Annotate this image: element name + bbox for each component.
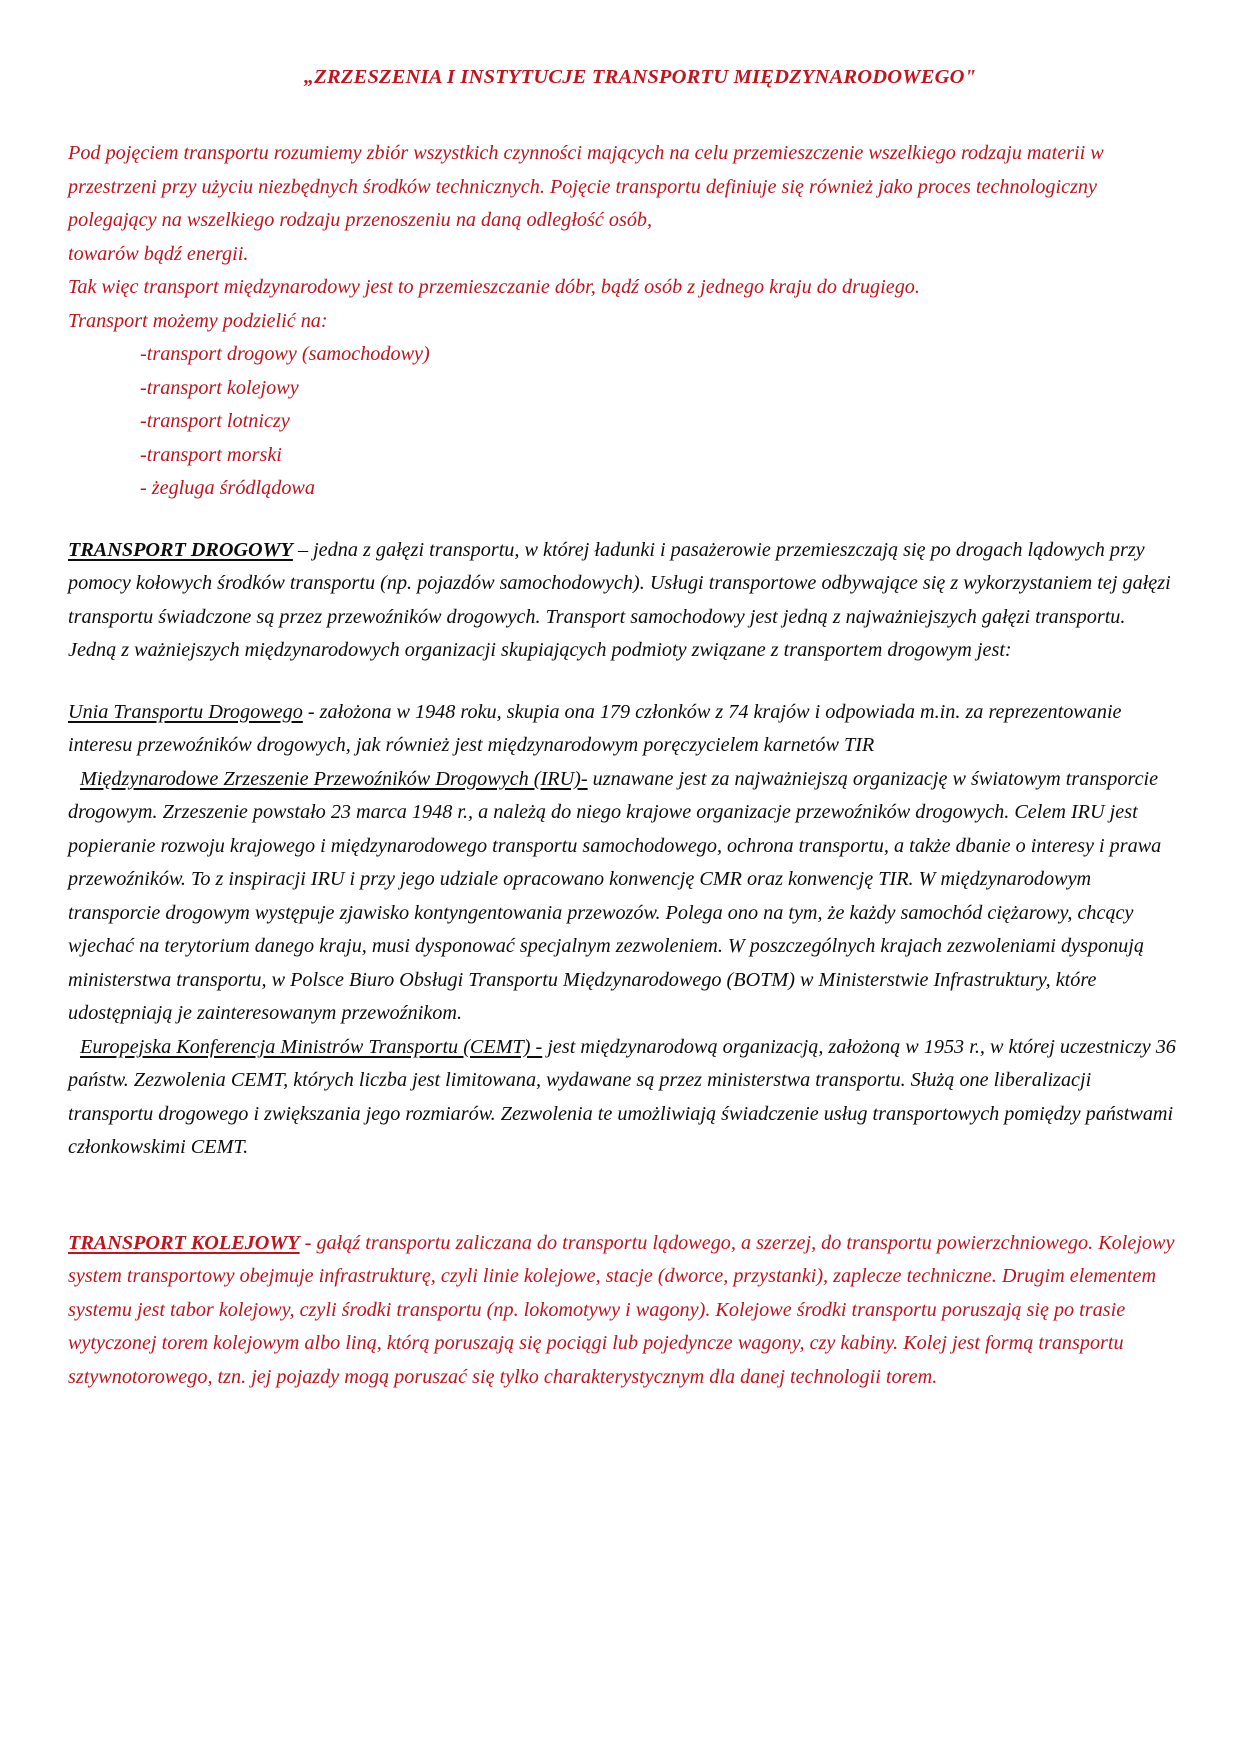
list-item: -transport lotniczy xyxy=(140,410,290,432)
spacer xyxy=(68,506,1180,534)
intro-section xyxy=(68,137,1180,338)
unia-paragraph xyxy=(68,696,1180,763)
section-transport-drogowy xyxy=(68,534,1180,1165)
cemt-body: jest międzynarodową organizacją, założoną w 1953 r., w której uczestniczy 36 państw. Zezwolenia CEMT, których liczba jest limitowana, wydawane są przez ministerstwa transportu. Służą one liberalizacji transportu drogowego i zwiększania jego rozmiarów. Zezwolenia te umożliwiają świadczenie usług transportowych pomiędzy państwami członkowskimi CEMT. xyxy=(68,1035,1176,1158)
section-transport-kolejowy xyxy=(68,1227,1180,1395)
transport-types-list xyxy=(68,338,1180,506)
section-heading-drogowy: TRANSPORT DROGOWY xyxy=(68,538,293,561)
sub-heading-iru: Międzynarodowe Zrzeszenie Przewoźników Drogowych (IRU)- xyxy=(80,767,588,790)
iru-body: uznawane jest za najważniejszą organizację w światowym transporcie drogowym. Zrzeszenie powstało 23 marca 1948 r., a należą do niego krajowe organizacje przewoźników drogowych. Celem IRU jest popieranie rozwoju krajowego i międzynarodowego transportu samochodowego, ochrona transportu, a także dbanie o interesy i prawa przewoźników. To z inspiracji IRU i przy jego udziale opracowano konwencję CMR oraz konwencję TIR. W międzynarodowym transporcie drogowym występuje zjawisko kontyngentowania przewozów. Polega ono na tym, że każdy samochód ciężarowy, chcący wjechać na terytorium danego kraju, musi dysponować specjalnym zezwoleniem. W poszczególnych krajach zezwoleniami dysponują ministerstwa transportu, w Polsce Biuro Obsługi Transportu Międzynarodowego (BOTM) w Ministerstwie Infrastruktury, które udostępniają je zainteresowanym przewoźnikom. xyxy=(68,767,1162,1024)
cemt-paragraph xyxy=(68,1031,1180,1165)
unia-body: - założona w 1948 roku, skupia ona 179 członków z 74 krajów i odpowiada m.in. za reprezentowanie interesu przewoźników drogowych, jak również jest międzynarodowym poręczycielem karnetów TIR xyxy=(68,700,1122,756)
list-item: -transport morski xyxy=(140,443,282,466)
page-title: „ZRZESZENIA I INSTYTUCJE TRANSPORTU MIĘDZYNARODOWEGO" xyxy=(303,66,977,88)
drogowy-heading-paragraph xyxy=(68,534,1180,635)
sub-heading-cemt: Europejska Konferencja Ministrów Transportu (CEMT) - xyxy=(80,1035,543,1058)
list-item: -transport kolejowy xyxy=(140,376,299,399)
iru-paragraph xyxy=(68,763,1180,1031)
intro-paragraph-3: Tak więc transport międzynarodowy jest to przemieszczanie dóbr, bądź osób z jednego kraju do drugiego. xyxy=(68,276,920,298)
spacer xyxy=(68,1165,1180,1227)
section-heading-kolejowy: TRANSPORT KOLEJOWY xyxy=(68,1231,300,1254)
sub-heading-unia: Unia Transportu Drogowego xyxy=(68,700,303,723)
intro-paragraph-2: towarów bądź energii. xyxy=(68,242,249,265)
spacer xyxy=(68,668,1180,696)
kolejowy-heading-body: - gałąź transportu zaliczana do transportu lądowego, a szerzej, do transportu powierzchniowego. Kolejowy system transportowy obejmuje infrastrukturę, czyli linie kolejowe, stacje (dworce, przystanki), zaplecze techniczne. Drugim elementem systemu jest tabor kolejowy, czyli środki transportu (np. lokomotywy i wagony). Kolejowe środki transportu poruszają się po trasie wytyczonej torem kolejowym albo liną, którą poruszają się pociągi lub pojedyncze wagony, czy kabiny. Kolej jest formą transportu sztywnotorowego, tzn. jej pojazdy mogą poruszać się tylko charakterystycznym dla danej technologii torem. xyxy=(68,1231,1175,1388)
kolejowy-heading-paragraph xyxy=(68,1227,1180,1395)
drogowy-paragraph-2: Jedną z ważniejszych międzynarodowych organizacji skupiających podmioty związane z transportem drogowym jest: xyxy=(68,639,1012,661)
drogowy-heading-body: – jedna z gałęzi transportu, w której ładunki i pasażerowie przemieszczają się po drogach lądowych przy pomocy kołowych środków transportu (np. pojazdów samochodowych). Usługi transportowe odbywające się z wykorzystaniem tej gałęzi transportu świadczone są przez przewoźników drogowych. Transport samochodowy jest jedną z najważniejszych gałęzi transportu. xyxy=(68,538,1171,628)
list-item: -transport drogowy (samochodowy) xyxy=(140,343,430,365)
intro-paragraph-4: Transport możemy podzielić na: xyxy=(68,309,328,332)
intro-paragraph-1: Pod pojęciem transportu rozumiemy zbiór wszystkich czynności mających na celu przemieszczenie wszelkiego rodzaju materii w przestrzeni przy użyciu niezbędnych środków technicznych. Pojęcie transportu definiuje się również jako proces technologiczny polegający na wszelkiego rodzaju przenoszeniu na daną odległość osób, xyxy=(68,142,1104,231)
document-body xyxy=(0,137,1240,1394)
list-item: - żegluga śródlądowa xyxy=(140,477,315,499)
